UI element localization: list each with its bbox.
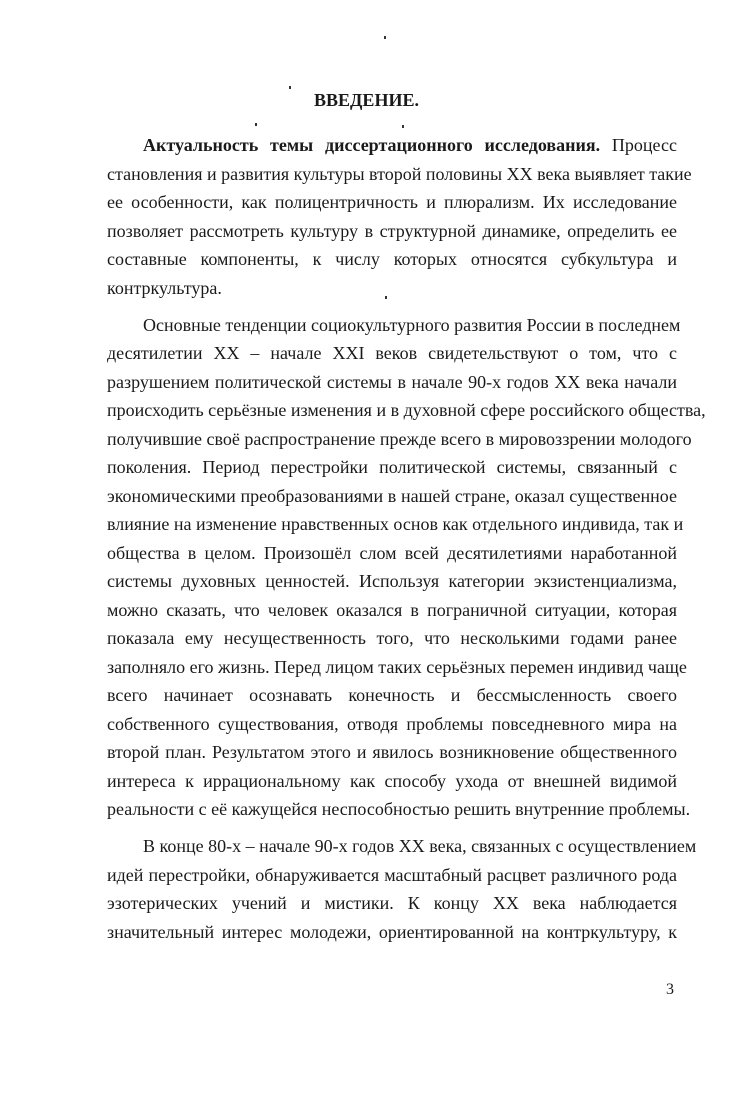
line-text: заполняло его жизнь. Перед лицом таких серьёзных перемен индивид чаще	[107, 656, 687, 677]
line-text: влияние на изменение нравственных основ как отдельного индивида, так и	[107, 514, 684, 534]
text-line	[107, 453, 677, 482]
text-line	[107, 653, 687, 682]
line-text: экономическими преобразованиями в нашей стране, оказал существенное	[107, 485, 677, 506]
text-line	[107, 131, 677, 160]
line-text: позволяет рассмотреть культуру в структурной динамике, определить ее	[107, 220, 677, 241]
text-line	[107, 681, 677, 710]
text-line	[107, 918, 677, 947]
line-text: идей перестройки, обнаруживается масштабный расцвет различного рода	[107, 864, 677, 885]
text-line	[107, 339, 677, 368]
line-text: можно сказать, что человек оказался в пограничной ситуации, которая	[107, 599, 677, 620]
text-line	[107, 217, 677, 246]
line-text: десятилетии XX – начале XXI веков свидетельствуют о том, что с	[107, 343, 677, 363]
text-line	[107, 188, 677, 217]
section-title: ВВЕДЕНИЕ.	[314, 90, 419, 110]
text-line	[107, 160, 692, 189]
line-text: значительный интерес молодежи, ориентированной на контркультуру, к	[107, 921, 677, 942]
text-line	[107, 396, 706, 425]
text-line	[107, 767, 677, 796]
line-text: собственного существования, отводя проблемы повседневного мира на	[107, 713, 677, 734]
text-line	[107, 889, 677, 918]
text-line	[107, 567, 677, 596]
line-text: системы духовных ценностей. Используя категории экзистенциализма,	[107, 571, 677, 591]
bold-lead-in: Актуальность темы диссертационного исследования.	[143, 135, 601, 155]
text-line	[107, 482, 677, 511]
document-body	[107, 131, 706, 955]
scan-speck	[384, 36, 386, 39]
line-text: составные компоненты, к числу которых относятся субкультура и	[107, 249, 677, 269]
text-line	[107, 624, 677, 653]
text-line	[107, 795, 691, 824]
text-line	[107, 861, 677, 890]
line-text: получившие своё распространение прежде всего в мировоззрении молодого	[107, 428, 692, 449]
text-line	[107, 510, 684, 539]
paragraph	[107, 311, 706, 824]
line-text: становления и развития культуры второй половины XX века выявляет такие	[107, 163, 692, 184]
line-text: показала ему несущественность того, что несколькими годами ранее	[107, 628, 677, 648]
line-text: Процесс	[600, 135, 677, 155]
text-line	[107, 425, 692, 454]
line-text: второй план. Результатом этого и явилось возникновение общественного	[107, 742, 677, 762]
scan-speck	[255, 123, 257, 126]
text-line	[107, 832, 697, 861]
paragraph	[107, 131, 692, 302]
text-line	[107, 311, 681, 340]
line-text: разрушением политической системы в начале 90-х годов XX века начали	[107, 371, 677, 392]
line-text: эзотерических учений и мистики. К концу XX века наблюдается	[107, 893, 677, 913]
text-line	[107, 710, 677, 739]
line-text: Основные тенденции социокультурного развития России в последнем	[143, 314, 681, 335]
line-text: В конце 80-х – начале 90-х годов XX века, связанных с осуществлением	[143, 836, 697, 856]
text-line	[107, 539, 677, 568]
line-text: интереса к иррациональному как способу ухода от внешней видимой	[107, 770, 677, 791]
line-text: ее особенности, как полицентричность и плюрализм. Их исследование	[107, 192, 677, 212]
scan-speck	[385, 296, 387, 299]
text-line	[107, 596, 677, 625]
text-line	[107, 738, 677, 767]
paragraph	[107, 832, 697, 946]
text-line	[107, 368, 677, 397]
scan-speck	[289, 86, 291, 89]
line-text: реальности с её кажущейся неспособностью решить внутренние проблемы.	[107, 799, 691, 819]
line-text: происходить серьёзные изменения и в духовной сфере российского общества,	[107, 400, 706, 420]
text-line	[107, 245, 677, 274]
line-text: поколения. Период перестройки политической системы, связанный с	[107, 457, 677, 477]
text-line	[107, 274, 677, 303]
line-text: всего начинает осознавать конечность и бессмысленность своего	[107, 685, 677, 705]
line-text: общества в целом. Произошёл слом всей десятилетиями наработанной	[107, 542, 677, 563]
line-text: контркультура.	[107, 277, 222, 298]
scan-speck	[402, 125, 404, 128]
page-number: 3	[666, 981, 674, 998]
